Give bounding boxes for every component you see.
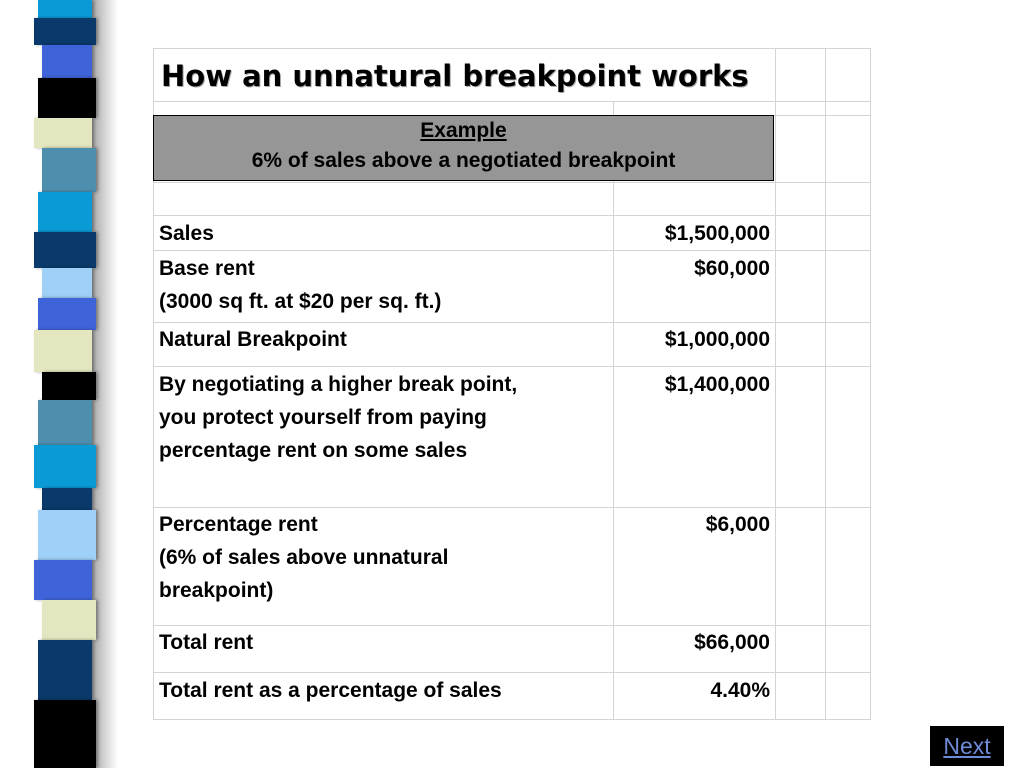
row-value: $60,000 [694, 257, 770, 280]
row-label-line: breakpoint) [159, 579, 274, 602]
row-label-line: (6% of sales above unnatural [159, 546, 449, 569]
row-label: Percentage rent [159, 513, 318, 536]
row-label: Natural Breakpoint [159, 328, 347, 351]
row-label: Sales [159, 222, 214, 245]
decorative-stripe [0, 0, 120, 768]
example-subheading: 6% of sales above a negotiated breakpoint [251, 149, 676, 172]
example-box [153, 115, 774, 181]
row-value: $6,000 [705, 513, 770, 536]
row-label-line: you protect yourself from paying [159, 406, 487, 429]
row-value: $1,500,000 [664, 222, 770, 245]
row-label: Base rent [159, 257, 255, 280]
row-label: Total rent [159, 631, 254, 654]
row-label-line: percentage rent on some sales [159, 439, 468, 462]
row-value: $1,400,000 [664, 373, 770, 396]
example-heading: Example [420, 119, 507, 142]
row-label: By negotiating a higher break point, [159, 373, 518, 396]
spreadsheet-table [153, 48, 871, 720]
slide-title: How an unnatural breakpoint works [161, 59, 749, 93]
row-value: 4.40% [710, 679, 770, 702]
row-value: $1,000,000 [664, 328, 770, 351]
row-value: $66,000 [694, 631, 770, 654]
row-label: Total rent as a percentage of sales [159, 679, 502, 702]
row-label-line: (3000 sq ft. at $20 per sq. ft.) [159, 290, 442, 313]
next-button[interactable]: Next [930, 726, 1004, 766]
